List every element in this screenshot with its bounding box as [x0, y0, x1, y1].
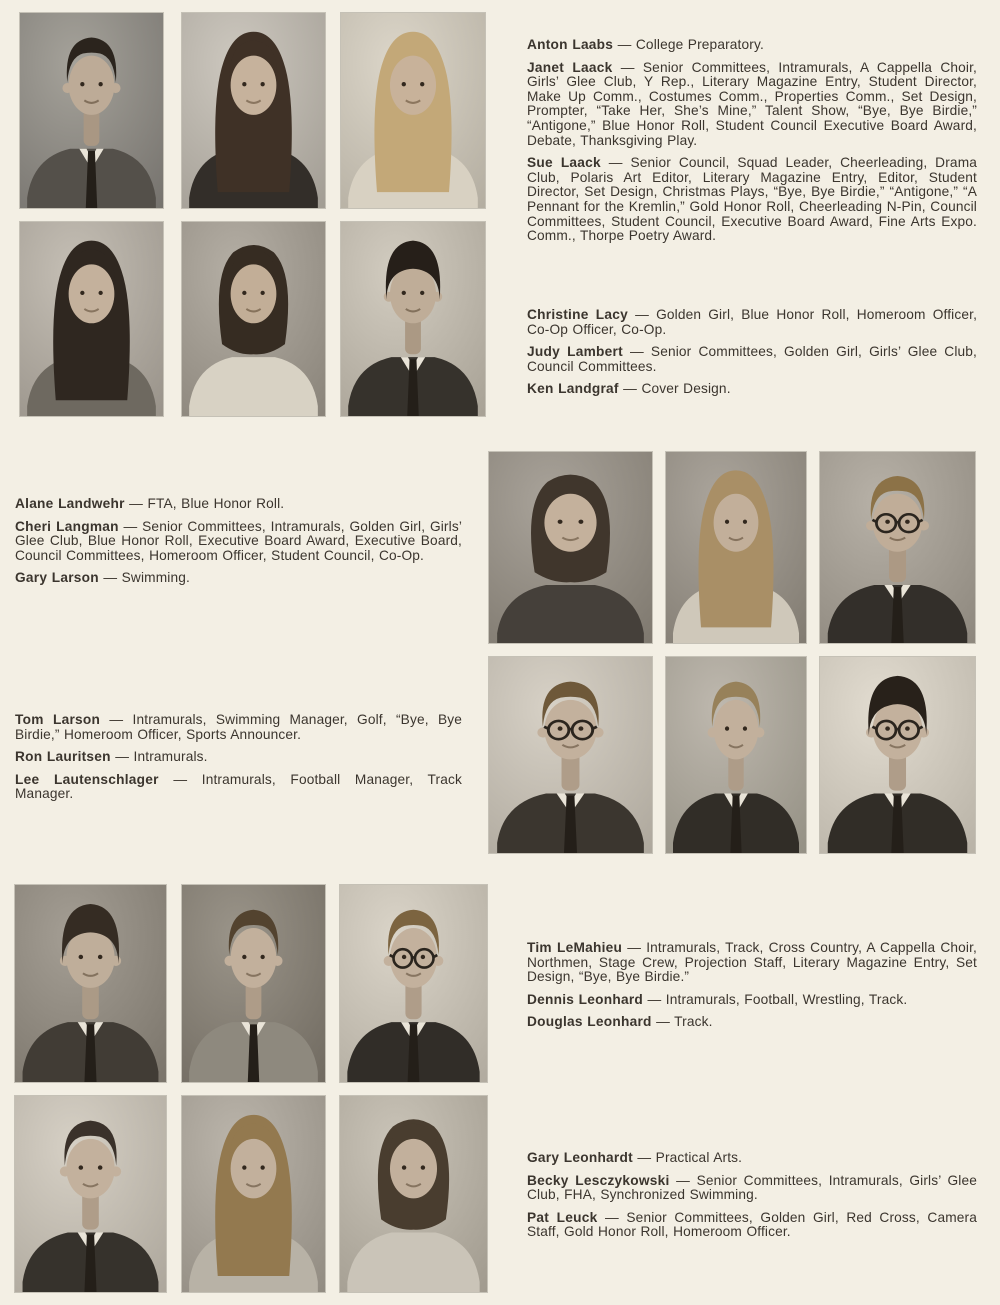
student-name: Pat Leuck: [527, 1209, 598, 1225]
student-name: Judy Lambert: [527, 344, 623, 360]
student-entry: [527, 993, 977, 1008]
em-dash: —: [635, 307, 649, 322]
student-activities: Senior Committees, Intramurals, A Cappella Choir, Girls’ Glee Club, Y Rep., Literary Magazine Entry, Student Director, Make Up Comm., Costumes Comm., Properties Comm., Set Design, Prompter, “Take Her, She’s Mine,” Talent Show, “Bye, Bye Birdie,” “Antigone,” Blue Honor Roll, Student Council Executive Board Award, Debate, Thanksgiving Play.: [527, 59, 978, 148]
student-entry: [15, 713, 462, 742]
student-entry: [15, 497, 462, 512]
roster-text-block-bottom-right: [527, 941, 977, 1038]
portrait-photo: [489, 657, 652, 853]
student-name: Becky Lesczykowski: [527, 1172, 670, 1188]
student-activities: Senior Committees, Intramurals, Girls’ Glee Club, FHA, Synchronized Swimming.: [527, 1172, 978, 1203]
student-activities: Intramurals, Football, Wrestling, Track.: [665, 991, 908, 1007]
student-name: Gary Leonhardt: [527, 1150, 633, 1165]
student-name: Ken Landgraf: [527, 381, 619, 397]
roster-text-block-bottom-right-lower: [527, 1151, 977, 1248]
student-entry: [527, 382, 977, 397]
em-dash: —: [103, 570, 118, 586]
student-entry: [527, 345, 977, 374]
portrait-photo: [489, 452, 652, 643]
portrait-photo: [20, 222, 163, 416]
portrait-photo: [820, 657, 975, 853]
student-name: Anton Laabs: [527, 37, 614, 52]
student-name: Janet Laack: [527, 59, 613, 75]
em-dash: —: [173, 771, 188, 787]
student-activities: Track.: [674, 1014, 713, 1030]
em-dash: —: [605, 1209, 619, 1225]
em-dash: —: [629, 344, 644, 360]
student-entry: [15, 520, 462, 564]
student-activities: Senior Committees, Golden Girl, Girls’ Glee Club, Council Committees.: [527, 344, 978, 374]
student-activities: Cover Design.: [641, 381, 731, 397]
student-activities: FTA, Blue Honor Roll.: [147, 496, 285, 511]
portrait-photo: [340, 885, 487, 1082]
em-dash: —: [656, 1014, 670, 1030]
student-name: Lee Lautenschlager: [15, 771, 159, 787]
student-activities: Senior Council, Squad Leader, Cheerleading, Drama Club, Polaris Art Editor, Literary Magazine Entry, Editor, Student Director, Set Design, Christmas Plays, “Bye, Bye Birdie,” “Antigone,” “A Pennant for the Kremlin,” Gold Honor Roll, Cheerleading N-Pin, Council Committees, Student Council, Executive Board Award, Fine Arts Expo. Comm., Thorpe Poetry Award.: [527, 155, 978, 244]
student-name: Dennis Leonhard: [527, 991, 644, 1007]
em-dash: —: [637, 1150, 652, 1165]
student-entry: [527, 156, 977, 244]
student-name: Cheri Langman: [15, 518, 119, 534]
student-activities: Senior Committees, Intramurals, Golden Girl, Girls’ Glee Club, Blue Honor Roll, Executive Board Award, Executive Board, Council Committees, Homeroom Officer, Student Council, Co-Op.: [15, 518, 463, 563]
student-name: Christine Lacy: [527, 307, 628, 322]
portrait-photo: [182, 13, 325, 208]
roster-text-block-right-lower: [527, 308, 977, 405]
student-activities: Intramurals, Football Manager, Track Manager.: [15, 771, 463, 802]
student-activities: Swimming.: [121, 570, 190, 586]
student-entry: [15, 571, 462, 586]
portrait-photo: [15, 885, 166, 1082]
em-dash: —: [623, 381, 638, 397]
student-name: Ron Lauritsen: [15, 749, 111, 765]
portrait-photo: [20, 13, 163, 208]
student-entry: [15, 773, 462, 802]
student-name: Alane Landwehr: [15, 496, 125, 511]
student-entry: [527, 1174, 977, 1203]
portrait-photo: [15, 1096, 166, 1292]
student-activities: College Preparatory.: [635, 37, 764, 52]
em-dash: —: [115, 749, 130, 765]
student-entry: [527, 1211, 977, 1240]
student-name: Sue Laack: [527, 155, 601, 171]
student-entry: [527, 941, 977, 985]
portrait-photo: [182, 1096, 325, 1292]
em-dash: —: [647, 991, 662, 1007]
student-activities: Golden Girl, Blue Honor Roll, Homeroom Officer, Co-Op Officer, Co-Op.: [527, 307, 978, 337]
roster-text-block-top-right: [527, 38, 977, 252]
student-entry: [527, 308, 977, 337]
em-dash: —: [608, 155, 623, 171]
student-activities: Intramurals, Track, Cross Country, A Cappella Choir, Northmen, Stage Crew, Projection Staff, Literary Magazine Entry, Set Design, “Bye, Bye Birdie.”: [527, 940, 978, 985]
portrait-photo: [182, 885, 325, 1082]
student-entry: [527, 38, 977, 53]
roster-text-block-middle-left-lower: [15, 713, 462, 810]
em-dash: —: [109, 712, 124, 727]
student-name: Gary Larson: [15, 570, 99, 586]
student-activities: Practical Arts.: [655, 1150, 743, 1165]
portrait-photo: [341, 222, 485, 416]
em-dash: —: [620, 59, 635, 75]
portrait-photo: [666, 452, 806, 643]
roster-text-block-middle-left: [15, 497, 462, 594]
portrait-photo: [340, 1096, 487, 1292]
student-name: Tom Larson: [15, 712, 101, 727]
student-activities: Senior Committees, Golden Girl, Red Cross, Camera Staff, Gold Honor Roll, Homeroom Officer.: [527, 1209, 977, 1240]
em-dash: —: [676, 1172, 691, 1188]
student-name: Douglas Leonhard: [527, 1014, 652, 1030]
student-activities: Intramurals.: [133, 749, 208, 765]
portrait-photo: [182, 222, 325, 416]
portrait-photo: [666, 657, 806, 853]
student-name: Tim LeMahieu: [527, 940, 623, 955]
student-entry: [15, 750, 462, 765]
em-dash: —: [627, 940, 642, 955]
student-entry: [527, 1151, 977, 1166]
em-dash: —: [129, 496, 144, 511]
portrait-photo: [820, 452, 975, 643]
em-dash: —: [123, 518, 138, 534]
student-activities: Intramurals, Swimming Manager, Golf, “Bye, Bye Birdie,” Homeroom Officer, Sports Announcer.: [15, 712, 462, 742]
student-entry: [527, 61, 977, 149]
student-entry: [527, 1015, 977, 1030]
portrait-photo: [341, 13, 485, 208]
em-dash: —: [617, 37, 632, 52]
